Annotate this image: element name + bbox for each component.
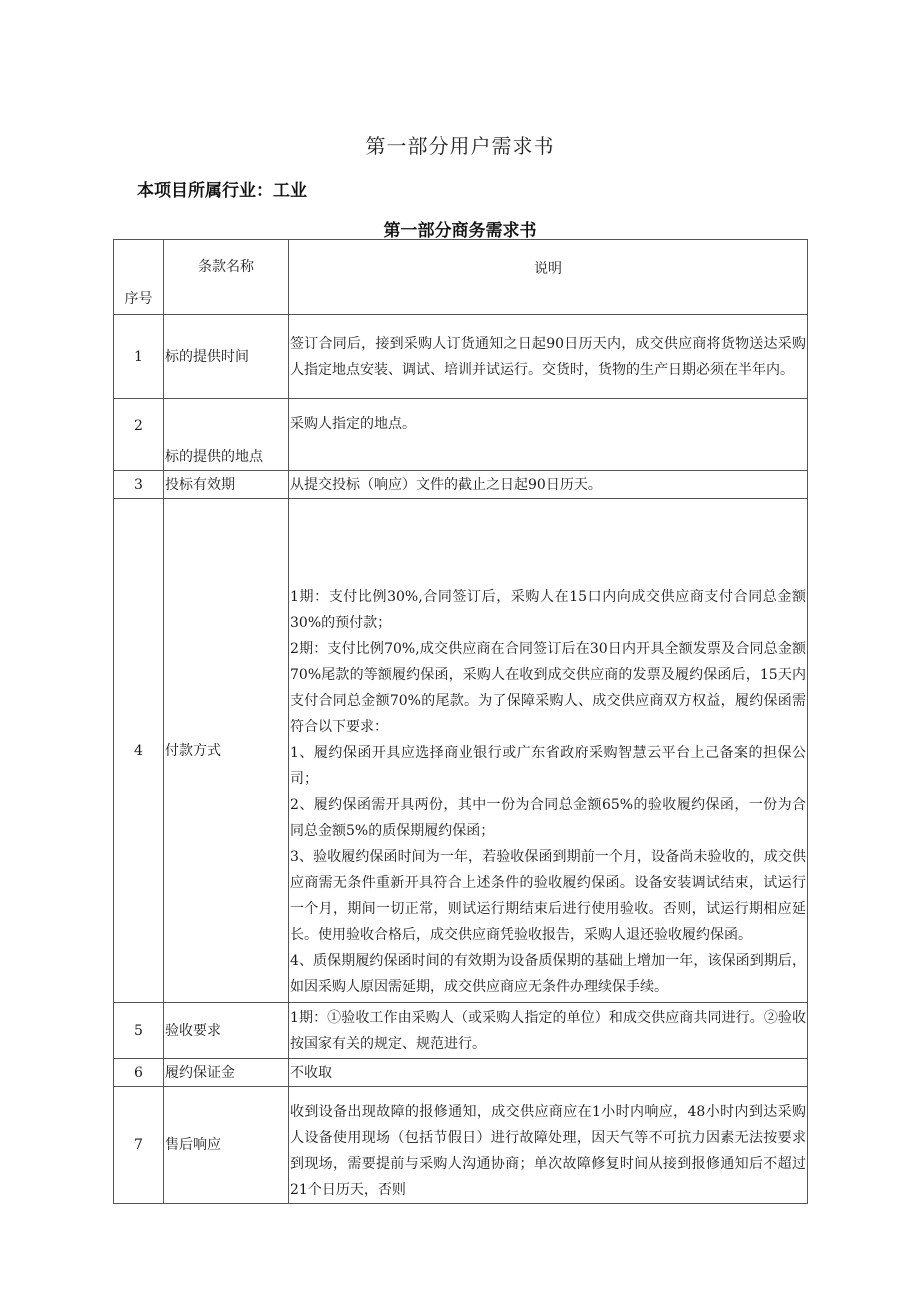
- table-row: [114, 499, 808, 1003]
- table-row: [114, 399, 808, 471]
- desc-paragraph: 采购人指定的地点。: [290, 416, 416, 432]
- row-no: 6: [114, 1059, 164, 1087]
- document-title: 第一部分用户需求书: [365, 134, 555, 158]
- row-name: 履约保证金: [164, 1059, 289, 1087]
- row-desc: [289, 1003, 808, 1059]
- row-no: 2: [114, 399, 164, 471]
- row-desc: [289, 1059, 808, 1087]
- header-no: 序号: [114, 240, 164, 315]
- table-header-row: [114, 240, 808, 315]
- desc-paragraph: 1期：①验收工作由采购人（或采购人指定的单位）和成交供应商共同进行。②验收按国家有关的规定、规范进行。: [290, 1009, 806, 1052]
- row-desc: [289, 1087, 808, 1204]
- desc-paragraph: 4、质保期履约保函时间的有效期为设备质保期的基础上增加一年，该保函到期后，如因采购人原因需延期，成交供应商应无条件办理续保手续。: [290, 953, 806, 995]
- table-row: [114, 1003, 808, 1059]
- table-row: [114, 471, 808, 499]
- row-desc: [289, 399, 808, 471]
- row-desc: [289, 315, 808, 399]
- row-name: 售后响应: [164, 1087, 289, 1204]
- header-desc: 说明: [289, 240, 808, 315]
- desc-paragraph: 收到设备出现故障的报修通知，成交供应商应在1小时内响应，48小时内到达采购人设备使用现场（包括节假日）进行故障处理，因天气等不可抗力因素无法按要求到现场，需要提前与采购人沟通协商；单次故障修复时间从接到报修通知后不超过21个日历天，否则: [290, 1104, 806, 1198]
- row-name: 标的提供时间: [164, 315, 289, 399]
- desc-paragraph: 从提交投标（响应）文件的截止之日起90日历天。: [290, 476, 602, 493]
- table-row: [114, 1087, 808, 1204]
- table-row: [114, 315, 808, 399]
- row-name: 验收要求: [164, 1003, 289, 1059]
- desc-paragraph: 1、履约保函开具应选择商业银行或广东省政府采购智慧云平台上己备案的担保公司；: [290, 745, 806, 787]
- row-desc: [289, 499, 808, 1003]
- business-requirements-table: [113, 239, 808, 1204]
- row-no: 1: [114, 315, 164, 399]
- row-name: 标的提供的地点: [164, 399, 289, 471]
- section-title: 第一部分商务需求书: [383, 221, 537, 241]
- row-no: 3: [114, 471, 164, 499]
- row-no: 4: [114, 499, 164, 1003]
- desc-paragraph: 不收取: [290, 1064, 332, 1081]
- row-name: 付款方式: [164, 499, 289, 1003]
- desc-paragraph: 3、验收履约保函时间为一年，若验收保函到期前一个月，设备尚未验收的，成交供应商需无条件重新开具符合上述条件的验收履约保函。设备安装调试结束，试运行一个月，期间一切正常，则试运行期结束后进行使用验收。否则，试运行期相应延长。使用验收合格后，成交供应商凭验收报告，采购人退还验收履约保函。: [290, 849, 806, 943]
- row-no: 5: [114, 1003, 164, 1059]
- desc-paragraph: 1期：支付比例30%,合同签订后，采购人在15口内向成交供应商支付合同总金额30%的预付款；: [290, 589, 806, 631]
- desc-paragraph: 2期：支付比例70%,成交供应商在合同签订后在30日内开具全额发票及合同总金额70%尾款的等额履约保函，采购人在收到成交供应商的发票及履约保函后，15天内支付合同总金额70%的尾款。为了保障采购人、成交供应商双方权益，履约保函需符合以下要求：: [290, 641, 806, 735]
- row-no: 7: [114, 1087, 164, 1204]
- row-desc: [289, 471, 808, 499]
- table-row: [114, 1059, 808, 1087]
- header-name: 条款名称: [164, 240, 289, 315]
- row-name: 投标有效期: [164, 471, 289, 499]
- desc-paragraph: 签订合同后，接到采购人订货通知之日起90日历天内，成交供应商将货物送达采购人指定地点安装、调试、培训并试运行。交货时，货物的生产日期必须在半年内。: [290, 335, 806, 378]
- desc-paragraph: 2、履约保函需开具两份，其中一份为合同总金额65%的验收履约保函，一份为合同总金额5%的质保期履约保函；: [290, 797, 806, 839]
- industry-line: 本项目所属行业：工业: [137, 181, 307, 201]
